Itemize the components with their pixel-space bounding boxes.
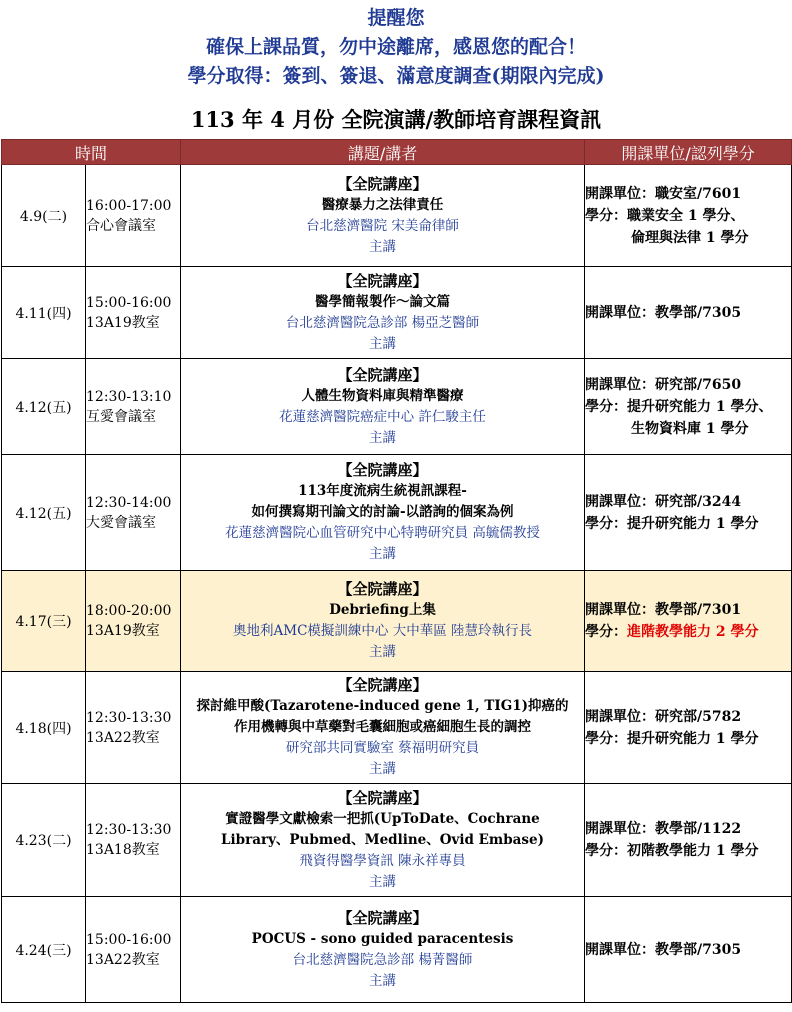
time-room-cell [86, 897, 181, 1003]
date-cell: 4.17(三) [2, 571, 86, 672]
unit-text: 開課單位：研究部/3244 [585, 493, 742, 510]
unit-text: 開課單位：研究部/7650 [585, 376, 742, 393]
unit-line [585, 205, 791, 227]
unit-line [585, 491, 791, 513]
schedule-table [1, 139, 792, 1003]
unit-line [585, 418, 791, 440]
speaker: 飛資得醫學資訊 陳永祥專員 [299, 852, 466, 869]
unit-cell [585, 784, 792, 897]
unit-line [585, 513, 791, 535]
speaker-role: 主講 [369, 429, 397, 446]
page-title: 113 年 4 月份 全院演講/教師培育課程資訊 [190, 107, 602, 132]
unit-cell [585, 165, 792, 267]
unit-cell [585, 897, 792, 1003]
unit-line [585, 599, 791, 621]
unit-text: 學分：提升研究能力 1 學分 [585, 515, 759, 532]
topic-cell [181, 784, 585, 897]
unit-text: 開課單位：教學部/7305 [585, 941, 742, 958]
header-time: 時間 [2, 140, 181, 165]
time-range: 16:00-17:00 [86, 197, 172, 214]
category-label: 【全院講座】 [337, 580, 428, 598]
unit-text: 學分：提升研究能力 1 學分、 [585, 398, 773, 415]
date-cell: 4.24(三) [2, 897, 86, 1003]
table-row [2, 165, 792, 267]
speaker-role: 主講 [369, 761, 397, 777]
speaker: 台北慈濟醫院 宋美侖律師 [306, 217, 459, 234]
room: 13A19教室 [86, 623, 160, 639]
room: 合心會議室 [86, 217, 156, 234]
speaker: 台北慈濟醫院急診部 楊菁醫師 [292, 951, 473, 968]
time-room-cell [86, 359, 181, 455]
date-cell: 4.12(五) [2, 359, 86, 455]
category-label: 【全院講座】 [337, 908, 428, 927]
unit-text: 學分： [585, 624, 628, 640]
lecture-title: 實證醫學文獻檢索一把抓(UpToDate、Cochrane [225, 810, 540, 827]
header-unit: 開課單位/認列學分 [585, 140, 792, 165]
room: 大愛會議室 [86, 514, 156, 531]
lecture-title: 探討維甲酸(Tazarotene-induced gene 1, TIG1)抑癌的 [196, 698, 569, 714]
speaker: 花蓮慈濟醫院癌症中心 許仁駿主任 [279, 408, 486, 425]
notice [0, 0, 792, 91]
time-range: 12:30-13:10 [86, 388, 172, 405]
unit-cell [585, 455, 792, 571]
category-label: 【全院講座】 [337, 461, 428, 479]
speaker: 研究部共同實驗室 蔡福明研究員 [285, 740, 480, 756]
room: 13A22教室 [86, 951, 160, 968]
lecture-title: 醫學簡報製作～論文篇 [315, 293, 451, 310]
unit-text: 開課單位：教學部/1122 [585, 821, 742, 837]
unit-text: 學分：職業安全 1 學分、 [585, 207, 745, 224]
unit-cell [585, 359, 792, 455]
unit-cell [585, 672, 792, 784]
topic-cell [181, 455, 585, 571]
time-room-cell [86, 267, 181, 359]
speaker-role: 主講 [369, 644, 397, 660]
category-label: 【全院講座】 [337, 788, 428, 807]
topic-cell [181, 672, 585, 784]
unit-cell [585, 571, 792, 672]
unit-line [585, 227, 791, 249]
room: 13A18教室 [86, 842, 160, 858]
speaker-role: 主講 [369, 873, 397, 890]
table-row [2, 672, 792, 784]
time-range: 18:00-20:00 [86, 603, 172, 619]
unit-line [585, 302, 791, 324]
unit-line [585, 374, 791, 396]
table-row [2, 267, 792, 359]
notice-heading: 提醒您 [367, 7, 425, 29]
unit-text: 倫理與法律 1 學分 [631, 229, 749, 246]
time-room-cell [86, 784, 181, 897]
speaker-role: 主講 [369, 335, 397, 352]
topic-cell [181, 267, 585, 359]
category-label: 【全院講座】 [337, 174, 428, 193]
unit-text: 學分：提升研究能力 1 學分 [585, 730, 759, 747]
time-room-cell [86, 165, 181, 267]
room: 互愛會議室 [86, 408, 156, 425]
table-row [2, 359, 792, 455]
lecture-title: POCUS - sono guided paracentesis [251, 930, 514, 947]
unit-line [585, 396, 791, 418]
table-row [2, 455, 792, 571]
unit-text: 學分：初階教學能力 1 學分 [585, 843, 759, 859]
date-cell: 4.12(五) [2, 455, 86, 571]
unit-cell [585, 267, 792, 359]
time-room-cell [86, 571, 181, 672]
topic-cell [181, 359, 585, 455]
header-topic: 講題/講者 [181, 140, 585, 165]
topic-cell [181, 165, 585, 267]
unit-line [585, 706, 791, 728]
speaker: 奧地利AMC模擬訓練中心 大中華區 陸慧玲執行長 [233, 623, 532, 639]
category-label: 【全院講座】 [337, 271, 428, 290]
lecture-title: Debriefing上集 [329, 602, 436, 618]
time-room-cell [86, 455, 181, 571]
topic-cell [181, 571, 585, 672]
lecture-title: Library、Pubmed、Medline、Ovid Embase) [221, 831, 544, 848]
speaker-role: 主講 [369, 972, 397, 989]
lecture-title: 如何撰寫期刊論文的討論-以諮詢的個案為例 [251, 504, 514, 520]
date-cell: 4.18(四) [2, 672, 86, 784]
time-range: 15:00-16:00 [86, 294, 172, 311]
unit-line [585, 939, 791, 961]
credit-highlight: 進階教學能力 2 學分 [627, 624, 759, 640]
unit-line [585, 621, 791, 643]
notice-line: 學分取得：簽到、簽退、滿意度調查(期限內完成) [187, 65, 605, 87]
category-label: 【全院講座】 [337, 676, 428, 694]
table-header-row [2, 140, 792, 165]
unit-text: 開課單位：研究部/5782 [585, 708, 742, 725]
unit-line [585, 183, 791, 205]
topic-cell [181, 897, 585, 1003]
lecture-title: 作用機轉與中草藥對毛囊細胞或癌細胞生長的調控 [234, 719, 532, 735]
lecture-title: 醫療暴力之法律責任 [321, 196, 444, 213]
notice-line: 確保上課品質，勿中途離席，感恩您的配合！ [205, 36, 586, 58]
table-row [2, 784, 792, 897]
unit-text: 開課單位：職安室/7601 [585, 185, 742, 202]
time-range: 12:30-14:00 [86, 494, 172, 511]
speaker-role: 主講 [369, 546, 397, 562]
unit-text: 開課單位：教學部/7305 [585, 304, 742, 321]
speaker-role: 主講 [369, 238, 397, 255]
unit-line [585, 840, 791, 862]
table-row [2, 897, 792, 1003]
room: 13A22教室 [86, 729, 160, 746]
time-room-cell [86, 672, 181, 784]
category-label: 【全院講座】 [337, 365, 428, 384]
room: 13A19教室 [86, 314, 160, 331]
time-range: 15:00-16:00 [86, 931, 172, 948]
date-cell: 4.11(四) [2, 267, 86, 359]
unit-line [585, 728, 791, 750]
unit-text: 生物資料庫 1 學分 [631, 420, 749, 437]
lecture-title: 113年度流病生統視訊課程- [298, 483, 467, 499]
speaker: 台北慈濟醫院急診部 楊亞芝醫師 [285, 314, 480, 331]
time-range: 12:30-13:30 [86, 822, 172, 838]
unit-line [585, 818, 791, 840]
lecture-title: 人體生物資料庫與精準醫療 [301, 387, 464, 404]
time-range: 12:30-13:30 [86, 709, 172, 726]
unit-text: 開課單位：教學部/7301 [585, 602, 742, 618]
table-row [2, 571, 792, 672]
date-cell: 4.9(二) [2, 165, 86, 267]
date-cell: 4.23(二) [2, 784, 86, 897]
speaker: 花蓮慈濟醫院心血管研究中心特聘研究員 高毓儒教授 [225, 525, 540, 541]
